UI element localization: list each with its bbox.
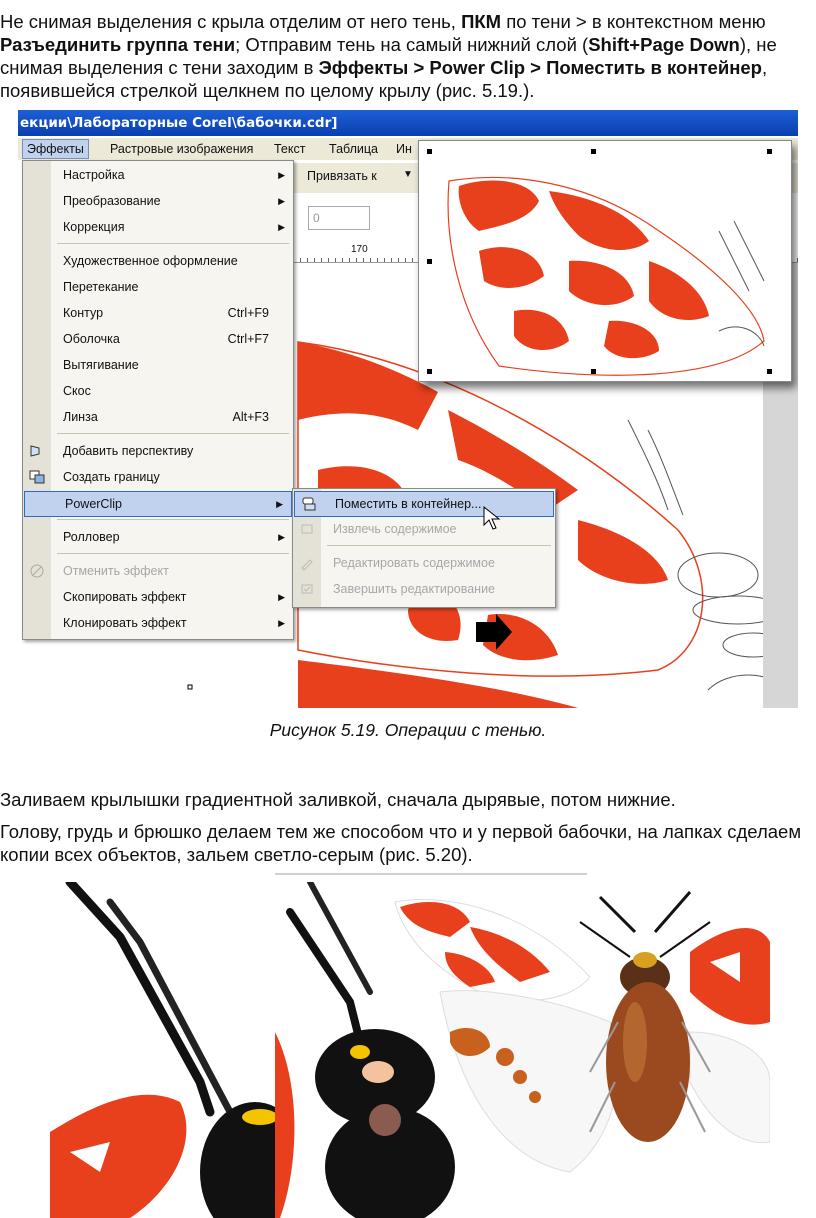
menu-item-blend[interactable] (23, 275, 293, 299)
menu-item-clone-effect[interactable] (23, 611, 293, 635)
menu-item-edit-contents[interactable] (293, 551, 555, 575)
menu-bitmaps[interactable]: Растровые изображения (110, 142, 254, 156)
bold-text: Эффекты > Power Clip > Поместить в контейнер (318, 57, 762, 78)
menu-item-label: Скопировать эффект (63, 590, 187, 604)
menu-item-label: Поместить в контейнер... (335, 497, 482, 511)
menu-item-create-boundary[interactable] (23, 465, 293, 489)
menu-separator (57, 519, 289, 520)
menu-item-envelope[interactable] (23, 327, 293, 351)
snap-to-dropdown[interactable]: Привязать к (307, 169, 377, 183)
selection-handle[interactable] (767, 149, 772, 154)
menu-item-label: Редактировать содержимое (333, 556, 495, 570)
zoomed-inset (418, 140, 792, 382)
menu-text[interactable]: Текст (274, 142, 306, 156)
paragraph-gradient: Заливаем крылышки градиентной заливкой, сначала дырявые, потом нижние. (0, 789, 676, 810)
text: ; Отправим тень на самый нижний слой ( (235, 34, 589, 55)
menu-item-lens[interactable] (23, 405, 293, 429)
menu-item-label: Клонировать эффект (63, 616, 187, 630)
menu-item-label: Создать границу (63, 470, 160, 484)
menu-item-finish-editing[interactable] (293, 577, 555, 601)
bold-text: Shift+Page Down (588, 34, 740, 55)
finish-edit-icon (299, 581, 315, 597)
menu-item-transform[interactable] (23, 189, 293, 213)
paragraph-body: Голову, грудь и брюшко делаем тем же способом что и у первой бабочки, на лапках сделаем копии всех объектов, зальем светло-серым (рис. 5.20). (0, 821, 802, 865)
bold-text: Разъединить группа тени (0, 34, 236, 55)
menu-item-powerclip[interactable] (24, 491, 292, 517)
menu-item-correction[interactable] (23, 215, 293, 239)
boundary-icon (29, 469, 45, 485)
perspective-icon (29, 443, 45, 459)
menu-item-shortcut: Ctrl+F9 (227, 306, 269, 320)
menu-item-extract-contents[interactable] (293, 517, 555, 541)
menu-separator (327, 545, 551, 546)
text: Не снимая выделения с крыла отделим от него тень, (0, 11, 462, 32)
menu-item-shortcut: Ctrl+F7 (227, 332, 269, 346)
menu-item-label: Контур (63, 306, 104, 320)
selection-handle[interactable] (427, 149, 432, 154)
ruler-label: 170 (351, 244, 368, 255)
mouse-cursor-icon (483, 506, 501, 532)
menu-item-label: Художественное оформление (63, 254, 238, 268)
selection-handle[interactable] (427, 259, 432, 264)
text: по тени > в контекстном меню (501, 11, 766, 32)
selection-handle[interactable] (591, 149, 596, 154)
clear-effect-icon (29, 563, 45, 579)
chevron-right-icon: ▶ (276, 499, 283, 509)
menu-item-shortcut: Alt+F3 (232, 410, 269, 424)
menu-separator (57, 433, 289, 434)
menu-item-label: Отменить эффект (63, 564, 169, 578)
menu-item-contour[interactable] (23, 301, 293, 325)
place-in-container-icon (301, 496, 317, 512)
selection-handle[interactable] (427, 369, 432, 374)
chevron-right-icon: ▶ (278, 222, 285, 232)
menu-item-artistic-media[interactable] (23, 249, 293, 273)
figure-screenshot-powerclip (18, 110, 798, 708)
edit-icon (299, 555, 315, 571)
chevron-down-icon[interactable]: ▼ (403, 169, 413, 180)
chevron-right-icon: ▶ (278, 592, 285, 602)
figure-caption: Рисунок 5.19. Операции с тенью. (269, 720, 547, 740)
menu-item-label: Извлечь содержимое (333, 522, 457, 536)
text: ), не снимая выделения с тени заходим в (0, 34, 777, 78)
window-title-bar: екции\Лабораторные Corel\бабочки.cdr] (18, 110, 798, 136)
figure-butterfly-illustrations (50, 882, 770, 1218)
menu-separator (57, 553, 289, 554)
menu-item-rollover[interactable] (23, 525, 293, 549)
menu-table[interactable]: Таблица (329, 142, 379, 156)
menu-item-extrude[interactable] (23, 353, 293, 377)
menu-item-label: Коррекция (63, 220, 125, 234)
extract-icon (299, 521, 315, 537)
menu-item-label: Перетекание (63, 280, 139, 294)
menu-item-label: Ролловер (63, 530, 120, 544)
chevron-right-icon: ▶ (278, 618, 285, 628)
menu-effects[interactable]: Эффекты (22, 139, 89, 159)
chevron-right-icon: ▶ (278, 170, 285, 180)
menu-item-clear-effect[interactable] (23, 559, 293, 583)
value-field[interactable]: 0 (308, 206, 370, 230)
bold-text: ПКМ (461, 11, 502, 32)
chevron-right-icon: ▶ (278, 196, 285, 206)
menu-item-adjust[interactable] (23, 163, 293, 187)
menu-separator (57, 243, 289, 244)
menu-item-label: PowerClip (65, 497, 122, 511)
menu-item-label: Добавить перспективу (63, 444, 194, 458)
menu-item-label: Вытягивание (63, 358, 139, 372)
powerclip-submenu (292, 488, 556, 608)
menu-item-label: Линза (63, 410, 98, 424)
inset-wing-drawing (419, 141, 791, 381)
menu-item-label: Оболочка (63, 332, 120, 346)
menu-item-add-perspective[interactable] (23, 439, 293, 463)
divider-line (275, 873, 587, 875)
effects-menu (22, 160, 294, 640)
chevron-right-icon: ▶ (278, 532, 285, 542)
menu-item-copy-effect[interactable] (23, 585, 293, 609)
selection-handle[interactable] (591, 369, 596, 374)
menu-item-place-inside-container[interactable] (294, 491, 554, 517)
text: , появившейся стрелкой щелкнем по целому крылу (рис. 5.19.). (0, 57, 768, 101)
menu-item-label: Преобразование (63, 194, 161, 208)
menu-item-label: Скос (63, 384, 91, 398)
menu-item-bevel[interactable] (23, 379, 293, 403)
menu-item-label: Настройка (63, 168, 125, 182)
menu-item-label: Завершить редактирование (333, 582, 496, 596)
selection-handle[interactable] (767, 369, 772, 374)
menu-tools[interactable]: Ин (396, 142, 412, 156)
paragraph-intro (0, 10, 812, 102)
